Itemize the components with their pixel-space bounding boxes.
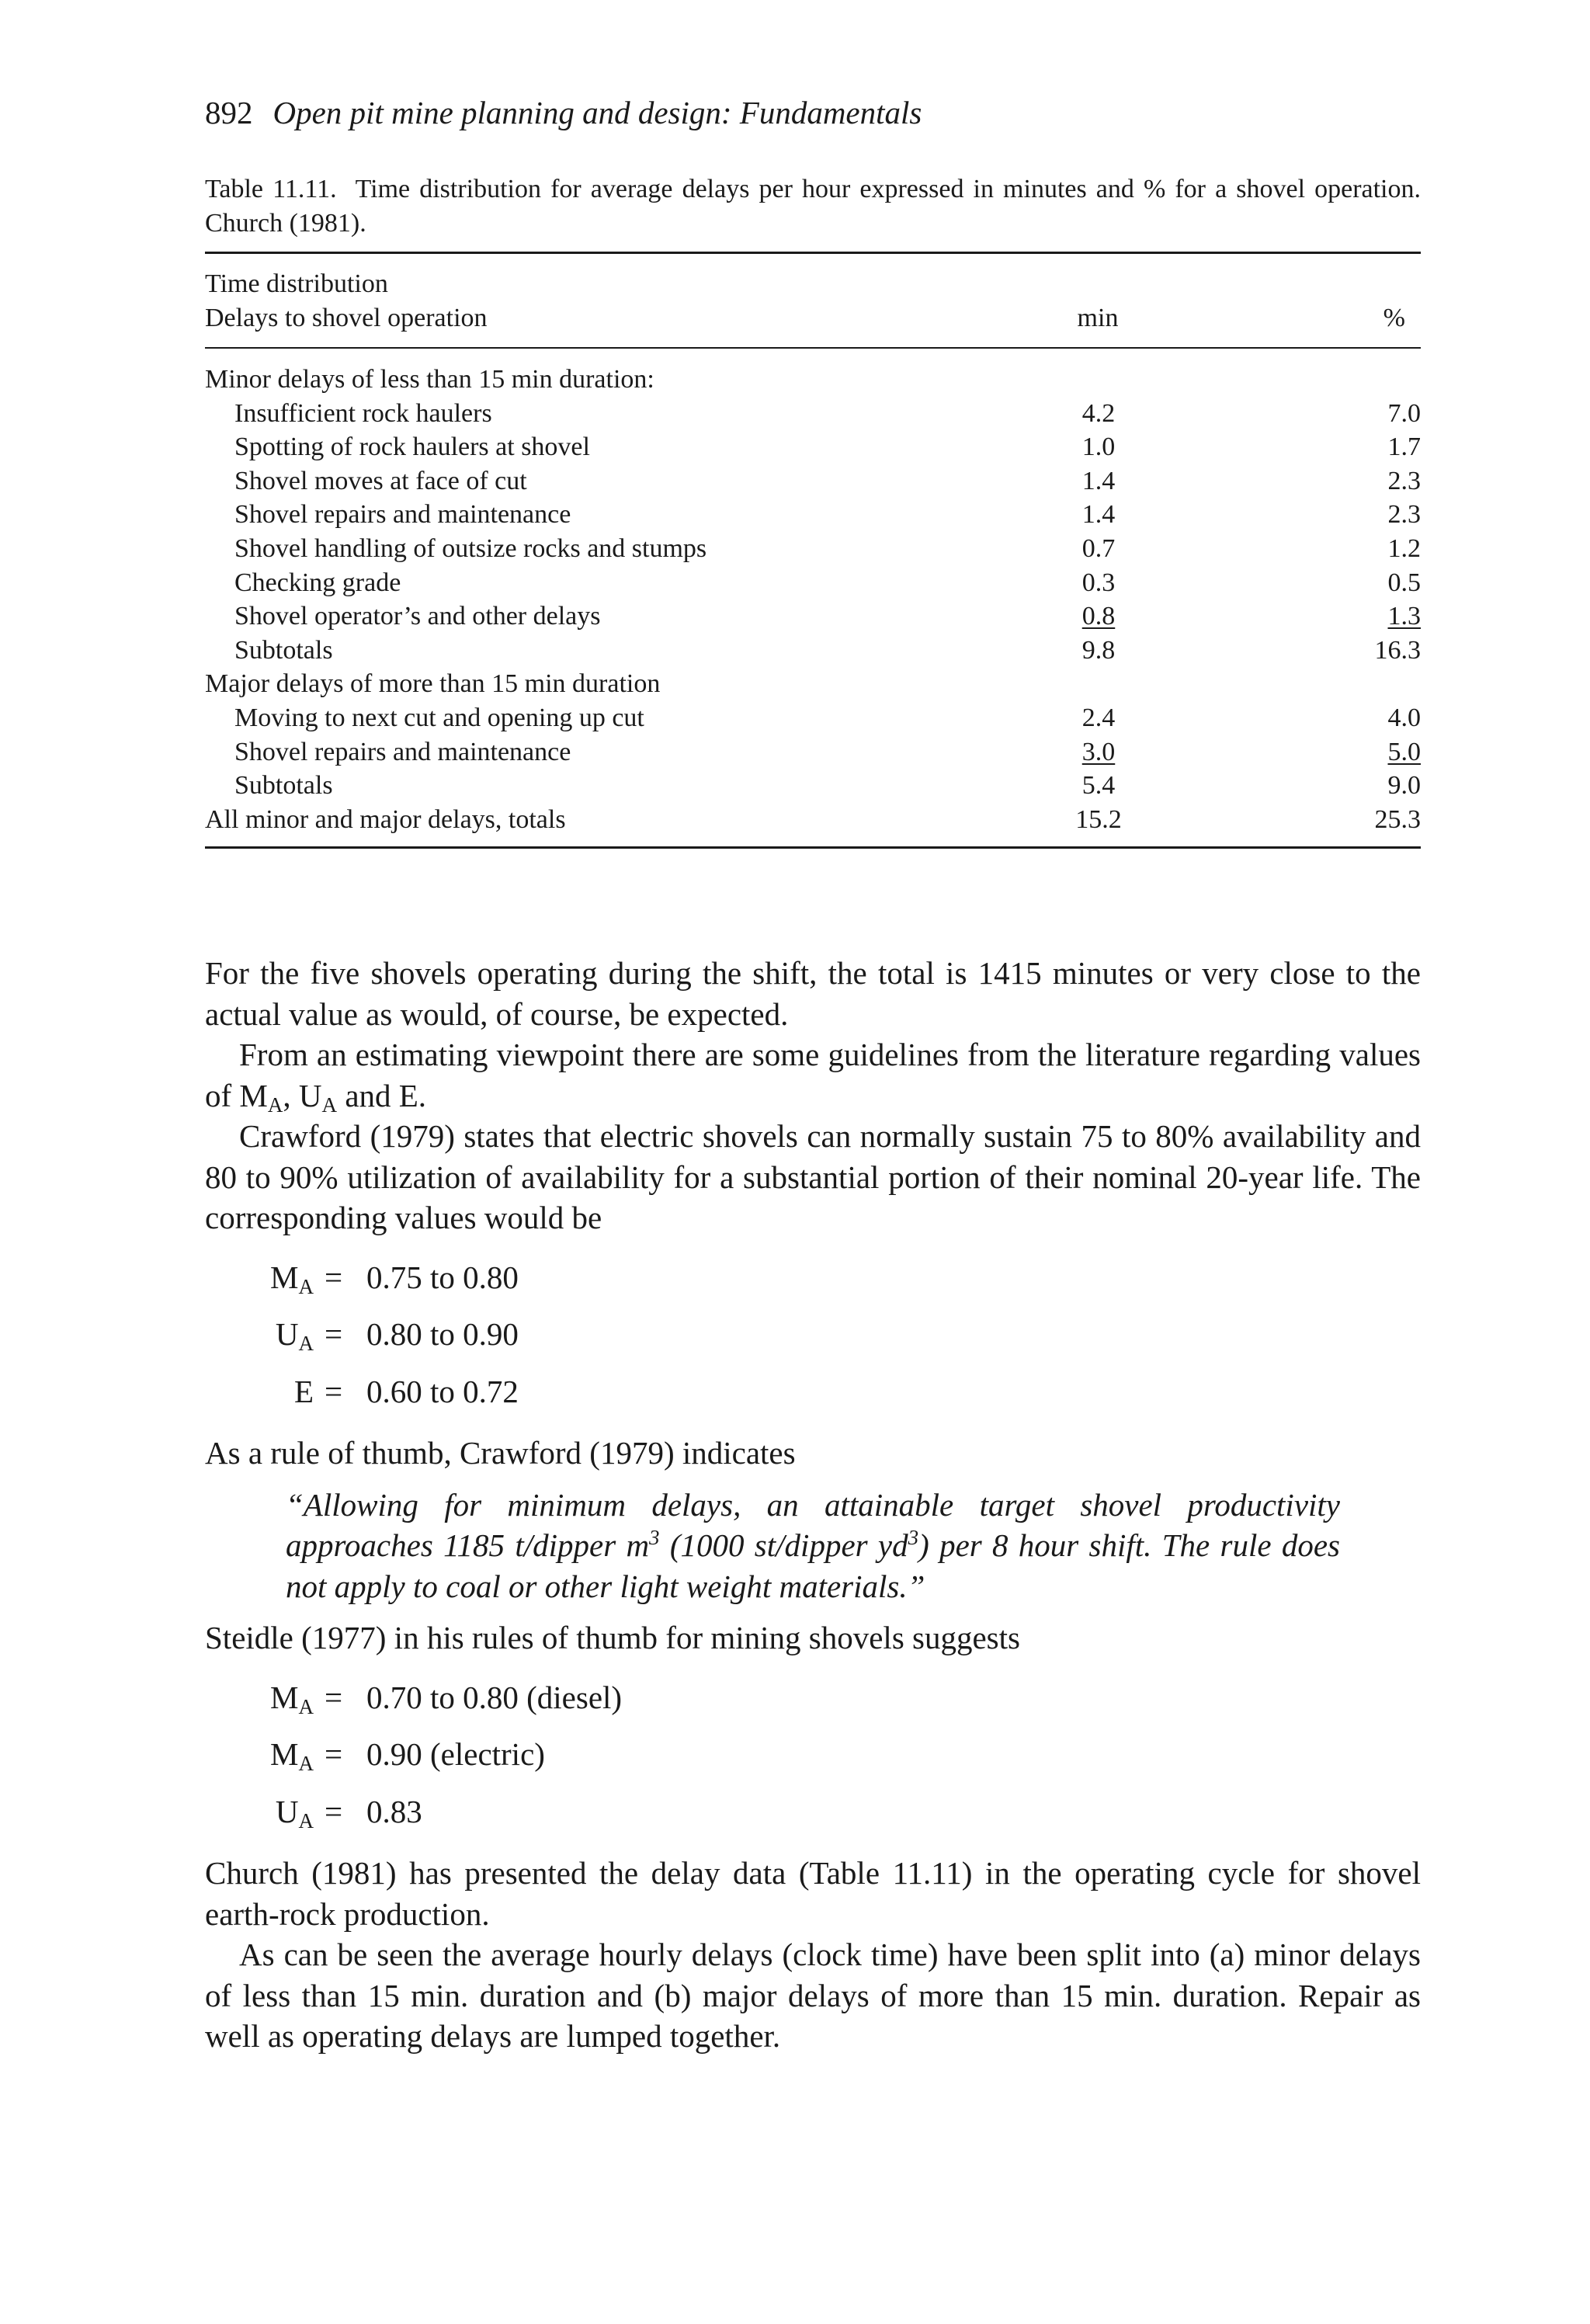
paragraph-5: Steidle (1977) in his rules of thumb for mining shovels suggests [205, 1620, 1020, 1655]
table-header-line2: Delays to shovel operation [205, 304, 488, 332]
row-percent-value: 0.5 [1387, 568, 1421, 597]
table-caption [205, 172, 1421, 241]
table-row [205, 397, 1421, 431]
row-percent-value: 1.3 [1387, 602, 1421, 631]
row-label: Shovel repairs and maintenance [234, 500, 571, 530]
table-row-total [205, 803, 1421, 837]
table-row [205, 464, 1421, 498]
row-min-value: 0.8 [1081, 602, 1116, 631]
equation-ma-diesel: $M_A$ = 0.70 to 0.80 (diesel) [269, 1679, 623, 1718]
row-percent-value: 7.0 [1387, 398, 1421, 428]
table-row-subtotal [205, 769, 1421, 803]
paragraph-6: Church (1981) has presented the delay data (Table 11.11) in the operating cycle for shovel earth-rock production. [205, 1855, 1421, 1932]
table-row-section-major [205, 667, 1421, 701]
table-header-rule [205, 347, 1421, 349]
table-row [205, 532, 1421, 566]
equation-ma-electric: $M_A$ = 0.90 (electric) [269, 1736, 545, 1775]
table-row [205, 498, 1421, 532]
row-min-value: 5.4 [1081, 771, 1116, 801]
table-row [205, 566, 1421, 600]
equation-block-crawford [205, 1249, 1421, 1421]
column-header-min: min [1077, 304, 1119, 332]
paragraph-1: For the five shovels operating during the shift, the total is 1415 minutes or very close to the actual value as would, of course, be expected. [205, 955, 1421, 1032]
table-header-row-2 [205, 301, 1421, 335]
table-row-section-minor [205, 363, 1421, 397]
paragraph-2: From an estimating viewpoint there are some guidelines from the literature regarding values of $M_A$, $U_A$ and E. [205, 1037, 1421, 1117]
row-label: Checking grade [234, 568, 401, 597]
table-caption-label: Table 11.11. [205, 175, 337, 203]
equation-block-steidle [205, 1669, 1421, 1841]
row-label: Subtotals [234, 635, 333, 665]
paragraph-4: As a rule of thumb, Crawford (1979) indicates [205, 1435, 796, 1471]
row-percent-value: 16.3 [1374, 635, 1421, 665]
row-percent-value: 1.7 [1387, 432, 1421, 462]
table-row [205, 599, 1421, 634]
running-head [205, 93, 922, 132]
row-label: Spotting of rock haulers at shovel [234, 432, 590, 462]
table-header-line1: Time distribution [205, 269, 388, 298]
column-header-percent: % [1383, 304, 1405, 332]
row-min-value: 1.0 [1081, 432, 1116, 462]
row-min-value: 9.8 [1081, 635, 1116, 665]
paragraph-3: Crawford (1979) states that electric shovels can normally sustain 75 to 80% availability and 80 to 90% utilization of availability for a substantial portion of their nominal 20-year life. The corresponding values would be [205, 1118, 1421, 1235]
equation-e: E = 0.60 to 0.72 [293, 1373, 519, 1409]
row-label: Shovel repairs and maintenance [234, 737, 571, 766]
row-label: All minor and major delays, totals [205, 804, 566, 834]
book-title: Open pit mine planning and design: Fundamentals [273, 95, 922, 130]
paragraph-7: As can be seen the average hourly delays (clock time) have been split into (a) minor delays of less than 15 min. duration and (b) major delays of more than 15 min. duration. Repair as well as operating delays are lumped together. [205, 1937, 1421, 2054]
table-row [205, 735, 1421, 769]
row-min-value: 15.2 [1075, 804, 1122, 834]
body-text [205, 953, 1421, 2057]
table-row [205, 701, 1421, 735]
row-label: Minor delays of less than 15 min duration: [205, 365, 654, 394]
row-percent-value: 9.0 [1387, 771, 1421, 801]
row-min-value: 0.7 [1081, 533, 1116, 563]
table-row [205, 430, 1421, 464]
row-label: Shovel operator’s and other delays [234, 602, 601, 631]
block-quote: “Allowing for minimum delays, an attainable target shovel productivity approaches 1185 t/dipper $m^3$ (1000 st/dipper $yd^3$) per 8 hour shift. The rule does not apply to coal or other light weight materials.” [286, 1486, 1340, 1604]
row-min-value: 0.3 [1081, 568, 1116, 597]
row-label: Shovel moves at face of cut [234, 466, 527, 495]
table-row-subtotal [205, 634, 1421, 668]
row-label: Shovel handling of outsize rocks and stumps [234, 533, 707, 563]
row-percent-value: 25.3 [1374, 804, 1421, 834]
table-top-rule [205, 252, 1421, 254]
row-label: Major delays of more than 15 min duration [205, 669, 661, 699]
equation-ua: $U_A$ = 0.80 to 0.90 [275, 1316, 519, 1355]
row-min-value: 4.2 [1081, 398, 1116, 428]
row-percent-value: 2.3 [1387, 500, 1421, 530]
row-min-value: 2.4 [1081, 703, 1116, 732]
row-percent-value: 5.0 [1387, 737, 1421, 766]
row-percent-value: 4.0 [1387, 703, 1421, 732]
table-header-row-1 [205, 267, 1421, 301]
row-min-value: 1.4 [1081, 500, 1116, 530]
table-caption-text: Time distribution for average delays per hour expressed in minutes and % for a shovel operation. Church (1981). [205, 175, 1421, 238]
table-body [205, 363, 1421, 836]
table-bottom-rule [205, 846, 1421, 849]
row-min-value: 1.4 [1081, 466, 1116, 495]
page-number: 892 [205, 95, 253, 130]
equation-ma: $M_A$ = 0.75 to 0.80 [269, 1259, 519, 1298]
row-min-value: 3.0 [1081, 737, 1116, 766]
row-percent-value: 1.2 [1387, 533, 1421, 563]
row-label: Insufficient rock haulers [234, 398, 492, 428]
equation-ua-steidle: $U_A$ = 0.83 [275, 1793, 422, 1832]
row-percent-value: 2.3 [1387, 466, 1421, 495]
row-label: Moving to next cut and opening up cut [234, 703, 644, 732]
row-label: Subtotals [234, 771, 333, 801]
